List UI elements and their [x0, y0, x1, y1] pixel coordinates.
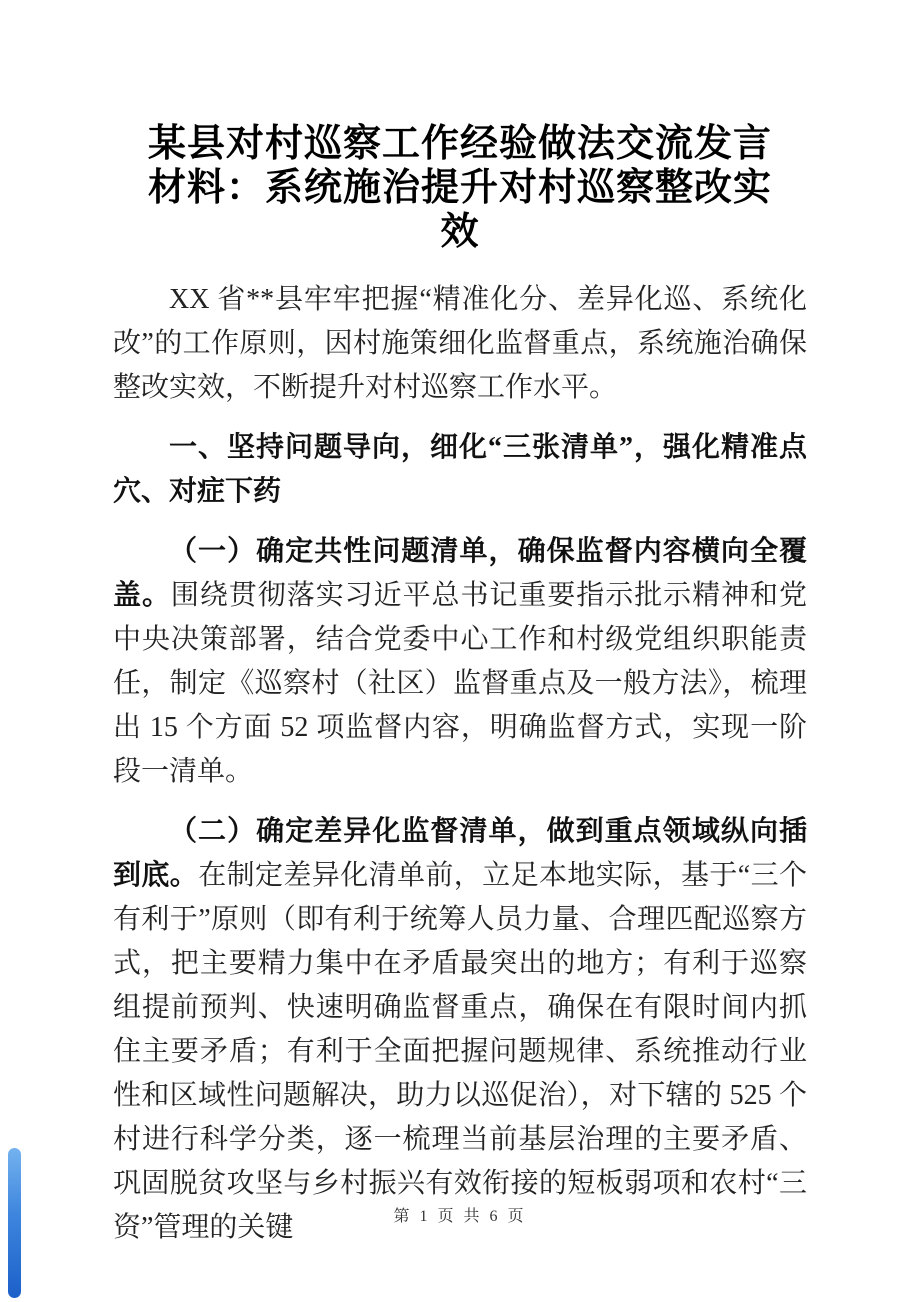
paragraph — [113, 278, 807, 410]
paragraph-lead: （二）确定差异化监督清单，做到重点领域纵向插到底。 — [113, 816, 807, 891]
paragraph — [113, 530, 807, 794]
paragraph-text: XX 省**县牢牢把握“精准化分、差异化巡、系统化改”的工作原则，因村施策细化监督重点，系统施治确保整改实效，不断提升对村巡察工作水平。 — [113, 284, 807, 403]
paragraph-lead: （一）确定共性问题清单，确保监督内容横向全覆盖。 — [113, 536, 807, 611]
scrollbar-thumb[interactable] — [8, 1148, 21, 1298]
page-footer — [0, 1203, 920, 1226]
paragraph-text: 在制定差异化清单前，立足本地实际，基于“三个有利于”原则（即有利于统筹人员力量、合理匹配巡察方式，把主要精力集中在矛盾最突出的地方；有利于巡察组提前预判、快速明确监督重点，确保在有限时间内抓住主要矛盾；有利于全面把握问题规律、系统推动行业性和区域性问题解决，助力以巡促治），对下辖的 525 个村进行科学分类，逐一梳理当前基层治理的主要矛盾、巩固脱贫攻坚与乡村振兴有效衔接的短板弱项和农村“三资”管理的关键 — [113, 860, 807, 1243]
section-heading — [113, 426, 807, 514]
document-body — [113, 278, 807, 1250]
paragraph-text: 围绕贯彻落实习近平总书记重要指示批示精神和党中央决策部署，结合党委中心工作和村级党组织职能责任，制定《巡察村（社区）监督重点及一般方法》，梳理出 15 个方面 52 项监督内容，明确监督方式，实现一阶段一清单。 — [113, 580, 807, 787]
page-number-label: 第 1 页 共 6 页 — [393, 1208, 527, 1225]
paragraph — [113, 810, 807, 1250]
document-title: 某县对村巡察工作经验做法交流发言材料：系统施治提升对村巡察整改实效 — [148, 123, 773, 253]
paragraph-text: 一、坚持问题导向，细化“三张清单”，强化精准点穴、对症下药 — [113, 432, 807, 507]
